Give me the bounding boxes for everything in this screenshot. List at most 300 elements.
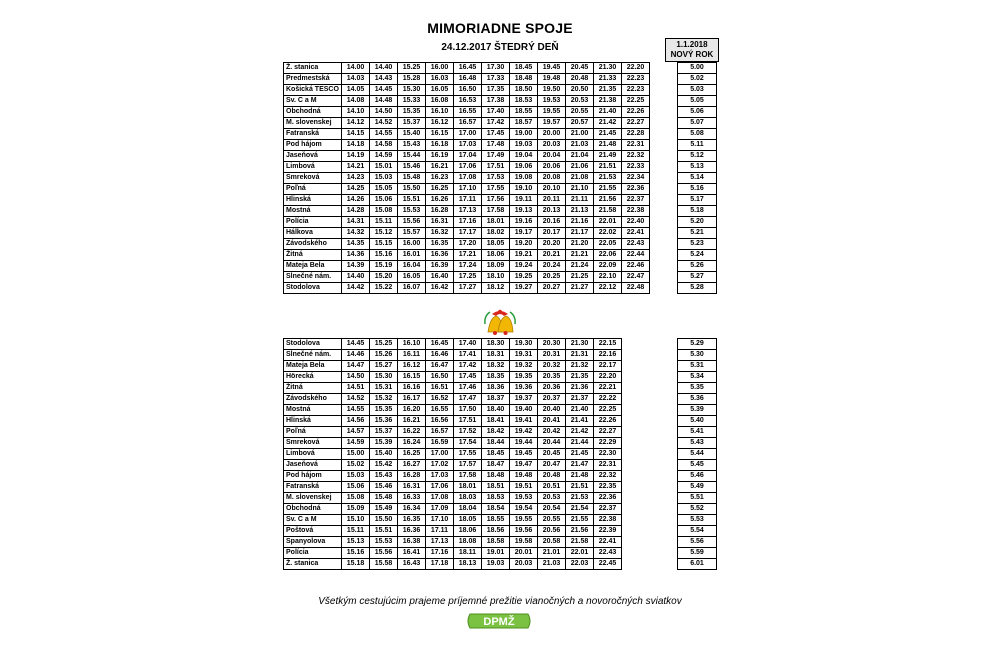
departure-time: 20.20 (538, 239, 566, 250)
departure-time: 18.36 (482, 383, 510, 394)
departure-time: 19.27 (510, 283, 538, 294)
table-row (678, 339, 717, 350)
stop-name: Pod hájom (284, 471, 342, 482)
departure-time: 15.53 (370, 537, 398, 548)
departure-time: 15.50 (398, 184, 426, 195)
departure-time: 18.08 (454, 537, 482, 548)
departure-time: 15.40 (370, 449, 398, 460)
departure-time: 20.53 (538, 493, 566, 504)
departure-time: 21.16 (566, 217, 594, 228)
departure-time: 19.06 (510, 162, 538, 173)
stop-name: Obchodná (284, 504, 342, 515)
new-year-column-2 (677, 338, 717, 570)
departure-time: 15.16 (370, 250, 398, 261)
stop-name: Limbová (284, 449, 342, 460)
departure-time: 16.39 (426, 261, 454, 272)
departure-time: 22.27 (622, 118, 650, 129)
departure-time: 21.55 (566, 515, 594, 526)
departure-time: 20.36 (538, 383, 566, 394)
departure-time: 22.32 (622, 151, 650, 162)
departure-time: 21.42 (594, 118, 622, 129)
table-row (678, 394, 717, 405)
departure-time: 19.48 (510, 471, 538, 482)
departure-time: 22.43 (594, 548, 622, 559)
departure-time: 21.51 (594, 162, 622, 173)
departure-time: 18.31 (482, 350, 510, 361)
table-row (284, 239, 650, 250)
table-row (678, 460, 717, 471)
departure-time: 16.10 (398, 339, 426, 350)
departure-time: 15.42 (370, 460, 398, 471)
departure-time: 15.25 (398, 63, 426, 74)
departure-time: 22.09 (594, 261, 622, 272)
departure-time: 20.04 (538, 151, 566, 162)
departure-time: 18.32 (482, 361, 510, 372)
departure-time: 18.41 (482, 416, 510, 427)
new-year-time: 5.27 (678, 272, 717, 283)
departure-time: 21.31 (566, 350, 594, 361)
table-row (678, 515, 717, 526)
new-year-time: 5.00 (678, 63, 717, 74)
departure-time: 20.32 (538, 361, 566, 372)
stop-name: Polícia (284, 548, 342, 559)
departure-time: 14.28 (342, 206, 370, 217)
departure-time: 16.36 (398, 526, 426, 537)
departure-time: 21.42 (566, 427, 594, 438)
departure-time: 17.48 (482, 140, 510, 151)
new-year-time: 5.51 (678, 493, 717, 504)
departure-time: 20.51 (538, 482, 566, 493)
departure-time: 19.16 (510, 217, 538, 228)
departure-time: 17.00 (426, 449, 454, 460)
departure-time: 22.26 (622, 107, 650, 118)
table-row (284, 372, 622, 383)
table-row (284, 195, 650, 206)
departure-time: 22.31 (622, 140, 650, 151)
departure-time: 14.57 (342, 427, 370, 438)
table-row (284, 118, 650, 129)
table-row (678, 63, 717, 74)
table-row (284, 460, 622, 471)
departure-time: 22.29 (594, 438, 622, 449)
table-row (678, 206, 717, 217)
departure-time: 19.51 (510, 482, 538, 493)
departure-time: 18.10 (482, 272, 510, 283)
departure-time: 22.34 (622, 173, 650, 184)
departure-time: 15.36 (370, 416, 398, 427)
departure-time: 22.39 (594, 526, 622, 537)
table-row (678, 482, 717, 493)
departure-time: 17.00 (454, 129, 482, 140)
departure-time: 16.07 (398, 283, 426, 294)
departure-time: 15.37 (370, 427, 398, 438)
departure-time: 21.40 (594, 107, 622, 118)
departure-time: 18.45 (482, 449, 510, 460)
table-row (284, 416, 622, 427)
departure-time: 18.13 (454, 559, 482, 570)
departure-time: 17.51 (454, 416, 482, 427)
departure-time: 18.05 (482, 239, 510, 250)
departure-time: 18.50 (510, 85, 538, 96)
departure-time: 16.12 (398, 361, 426, 372)
departure-time: 22.03 (566, 559, 594, 570)
table-row (678, 449, 717, 460)
stop-name: Hörecká (284, 372, 342, 383)
departure-time: 16.23 (426, 173, 454, 184)
stop-name: Mateja Bela (284, 361, 342, 372)
departure-time: 19.54 (510, 504, 538, 515)
departure-time: 15.03 (370, 173, 398, 184)
departure-time: 15.02 (342, 460, 370, 471)
departure-time: 19.42 (510, 427, 538, 438)
departure-time: 22.06 (594, 250, 622, 261)
departure-time: 15.26 (370, 350, 398, 361)
new-year-time: 5.39 (678, 405, 717, 416)
departure-time: 16.31 (426, 217, 454, 228)
departure-time: 14.43 (370, 74, 398, 85)
departure-time: 20.45 (566, 63, 594, 74)
departure-time: 16.35 (398, 515, 426, 526)
departure-time: 14.40 (342, 272, 370, 283)
stop-name: Sv. C a M (284, 96, 342, 107)
new-year-time: 5.54 (678, 526, 717, 537)
table-row (284, 339, 622, 350)
departure-time: 16.52 (426, 394, 454, 405)
departure-time: 15.33 (398, 96, 426, 107)
table-row (284, 515, 622, 526)
departure-time: 18.51 (482, 482, 510, 493)
table-row (678, 195, 717, 206)
departure-time: 15.11 (370, 217, 398, 228)
departure-time: 17.02 (426, 460, 454, 471)
departure-time: 16.00 (398, 239, 426, 250)
departure-time: 20.40 (538, 405, 566, 416)
departure-time: 17.27 (454, 283, 482, 294)
departure-time: 22.43 (622, 239, 650, 250)
departure-time: 14.32 (342, 228, 370, 239)
departure-time: 14.21 (342, 162, 370, 173)
departure-time: 21.49 (594, 151, 622, 162)
departure-time: 21.35 (566, 372, 594, 383)
departure-time: 16.51 (426, 383, 454, 394)
table-row (678, 107, 717, 118)
departure-time: 14.23 (342, 173, 370, 184)
departure-time: 16.11 (398, 350, 426, 361)
table-row (678, 118, 717, 129)
departure-time: 22.36 (622, 184, 650, 195)
departure-time: 16.08 (426, 96, 454, 107)
departure-time: 19.01 (482, 548, 510, 559)
departure-time: 15.43 (370, 471, 398, 482)
table-row (678, 559, 717, 570)
table-row (284, 129, 650, 140)
table-row (678, 372, 717, 383)
departure-time: 15.16 (342, 548, 370, 559)
new-year-time: 5.23 (678, 239, 717, 250)
table-row (678, 383, 717, 394)
new-year-time: 5.20 (678, 217, 717, 228)
departure-time: 14.10 (342, 107, 370, 118)
departure-time: 14.45 (342, 339, 370, 350)
new-year-time: 5.36 (678, 394, 717, 405)
departure-time: 22.28 (622, 129, 650, 140)
departure-time: 20.24 (538, 261, 566, 272)
departure-time: 22.10 (594, 272, 622, 283)
departure-time: 16.28 (426, 206, 454, 217)
departure-time: 21.21 (566, 250, 594, 261)
new-year-time: 5.56 (678, 537, 717, 548)
departure-time: 22.48 (622, 283, 650, 294)
departure-time: 20.35 (538, 372, 566, 383)
table-row (284, 537, 622, 548)
new-year-time: 5.43 (678, 438, 717, 449)
departure-time: 18.35 (482, 372, 510, 383)
departure-time: 14.35 (342, 239, 370, 250)
departure-time: 14.00 (342, 63, 370, 74)
departure-time: 19.58 (510, 537, 538, 548)
departure-time: 18.05 (454, 515, 482, 526)
departure-time: 16.31 (398, 482, 426, 493)
new-year-header (665, 38, 719, 62)
departure-time: 17.58 (482, 206, 510, 217)
departure-time: 16.33 (398, 493, 426, 504)
table-row (678, 239, 717, 250)
departure-time: 15.18 (342, 559, 370, 570)
departure-time: 14.51 (342, 383, 370, 394)
departure-time: 21.56 (566, 526, 594, 537)
departure-time: 21.40 (566, 405, 594, 416)
new-year-time: 5.44 (678, 449, 717, 460)
departure-time: 21.58 (566, 537, 594, 548)
stop-name: Žitná (284, 250, 342, 261)
new-year-time: 5.08 (678, 129, 717, 140)
new-year-time: 5.16 (678, 184, 717, 195)
departure-time: 15.56 (370, 548, 398, 559)
departure-time: 22.17 (594, 361, 622, 372)
departure-time: 19.24 (510, 261, 538, 272)
departure-time: 17.18 (426, 559, 454, 570)
departure-time: 22.05 (594, 239, 622, 250)
departure-time: 18.53 (482, 493, 510, 504)
departure-time: 18.54 (482, 504, 510, 515)
departure-time: 21.01 (538, 548, 566, 559)
table-row (284, 471, 622, 482)
departure-time: 17.45 (482, 129, 510, 140)
new-year-label: NOVÝ ROK (670, 50, 714, 59)
departure-time: 17.38 (482, 96, 510, 107)
departure-time: 16.32 (426, 228, 454, 239)
departure-time: 16.38 (398, 537, 426, 548)
stop-name: Spanyolova (284, 537, 342, 548)
new-year-time: 5.13 (678, 162, 717, 173)
departure-time: 21.20 (566, 239, 594, 250)
table-row (678, 140, 717, 151)
new-year-time: 5.11 (678, 140, 717, 151)
departure-time: 19.04 (510, 151, 538, 162)
departure-time: 17.03 (426, 471, 454, 482)
page-subtitle: 24.12.2017 ŠTEDRÝ DEŇ (441, 42, 559, 53)
departure-time: 17.46 (454, 383, 482, 394)
stop-name: Stodolova (284, 283, 342, 294)
new-year-time: 5.53 (678, 515, 717, 526)
departure-time: 20.08 (538, 173, 566, 184)
new-year-time: 6.01 (678, 559, 717, 570)
departure-time: 16.21 (398, 416, 426, 427)
table-row (284, 250, 650, 261)
departure-time: 16.43 (398, 559, 426, 570)
departure-time: 18.01 (482, 217, 510, 228)
departure-time: 16.15 (426, 129, 454, 140)
departure-time: 22.30 (594, 449, 622, 460)
table-row (284, 283, 650, 294)
table-row (284, 272, 650, 283)
departure-time: 17.42 (482, 118, 510, 129)
departure-time: 21.55 (594, 184, 622, 195)
departure-time: 16.10 (426, 107, 454, 118)
stop-name: M. slovenskej (284, 493, 342, 504)
departure-time: 19.45 (538, 63, 566, 74)
departure-time: 21.51 (566, 482, 594, 493)
departure-time: 18.53 (510, 96, 538, 107)
departure-time: 16.24 (398, 438, 426, 449)
departure-time: 22.20 (622, 63, 650, 74)
departure-time: 17.20 (454, 239, 482, 250)
departure-time: 20.31 (538, 350, 566, 361)
departure-time: 15.48 (398, 173, 426, 184)
departure-time: 15.20 (370, 272, 398, 283)
new-year-time: 5.34 (678, 372, 717, 383)
departure-time: 20.41 (538, 416, 566, 427)
departure-time: 21.41 (566, 416, 594, 427)
departure-time: 21.48 (566, 471, 594, 482)
table-row (678, 261, 717, 272)
departure-time: 22.46 (622, 261, 650, 272)
departure-time: 21.36 (566, 383, 594, 394)
departure-time: 20.45 (538, 449, 566, 460)
departure-time: 18.40 (482, 405, 510, 416)
table-row (678, 85, 717, 96)
departure-time: 16.55 (454, 107, 482, 118)
stop-name: Závodského (284, 394, 342, 405)
departure-time: 18.01 (454, 482, 482, 493)
departure-time: 21.47 (566, 460, 594, 471)
departure-time: 16.45 (454, 63, 482, 74)
departure-time: 19.03 (510, 140, 538, 151)
departure-time: 22.35 (594, 482, 622, 493)
departure-time: 16.26 (426, 195, 454, 206)
departure-time: 22.27 (594, 427, 622, 438)
departure-time: 14.56 (342, 416, 370, 427)
departure-time: 16.12 (426, 118, 454, 129)
new-year-time: 5.45 (678, 460, 717, 471)
page-title: MIMORIADNE SPOJE (427, 20, 573, 36)
departure-time: 21.38 (594, 96, 622, 107)
departure-time: 17.04 (454, 151, 482, 162)
departure-time: 22.33 (622, 162, 650, 173)
new-year-time: 5.06 (678, 107, 717, 118)
departure-time: 22.15 (594, 339, 622, 350)
departure-time: 20.27 (538, 283, 566, 294)
departure-time: 20.55 (566, 107, 594, 118)
departure-time: 17.50 (454, 405, 482, 416)
table-row (678, 361, 717, 372)
departure-time: 16.48 (454, 74, 482, 85)
table-row (284, 383, 622, 394)
departure-time: 18.55 (482, 515, 510, 526)
table-row (284, 96, 650, 107)
departure-time: 16.47 (426, 361, 454, 372)
departure-time: 20.48 (566, 74, 594, 85)
stop-name: Košická TESCO (284, 85, 342, 96)
departure-time: 15.05 (370, 184, 398, 195)
departure-time: 15.00 (342, 449, 370, 460)
departure-time: 21.30 (594, 63, 622, 74)
table-row (284, 449, 622, 460)
departure-time: 15.49 (370, 504, 398, 515)
table-row (678, 416, 717, 427)
departure-time: 15.08 (342, 493, 370, 504)
new-year-time: 5.03 (678, 85, 717, 96)
table-row (284, 559, 622, 570)
departure-time: 22.21 (594, 383, 622, 394)
departure-time: 15.40 (398, 129, 426, 140)
departure-time: 14.25 (342, 184, 370, 195)
new-year-date: 1.1.2018 (676, 40, 708, 49)
departure-time: 20.11 (538, 195, 566, 206)
departure-time: 16.46 (426, 350, 454, 361)
departure-time: 17.51 (482, 162, 510, 173)
departure-time: 19.56 (510, 526, 538, 537)
stop-name: Jaseňová (284, 460, 342, 471)
departure-time: 21.33 (594, 74, 622, 85)
departure-time: 17.09 (426, 504, 454, 515)
departure-time: 16.57 (454, 118, 482, 129)
new-year-time: 5.07 (678, 118, 717, 129)
departure-time: 20.13 (538, 206, 566, 217)
departure-time: 22.41 (594, 537, 622, 548)
departure-time: 17.52 (454, 427, 482, 438)
new-year-time: 5.31 (678, 361, 717, 372)
stop-name: Stodolova (284, 339, 342, 350)
departure-time: 14.50 (342, 372, 370, 383)
departure-time: 17.40 (454, 339, 482, 350)
departure-time: 17.55 (482, 184, 510, 195)
new-year-time: 5.41 (678, 427, 717, 438)
departure-time: 17.17 (454, 228, 482, 239)
departure-time: 20.16 (538, 217, 566, 228)
departure-time: 17.11 (454, 195, 482, 206)
stop-name: Sv. C a M (284, 515, 342, 526)
departure-time: 16.34 (398, 504, 426, 515)
departure-time: 21.17 (566, 228, 594, 239)
departure-time: 17.55 (454, 449, 482, 460)
departure-time: 15.53 (398, 206, 426, 217)
departure-time: 19.10 (510, 184, 538, 195)
new-year-time: 5.18 (678, 206, 717, 217)
departure-time: 14.15 (342, 129, 370, 140)
table-row (284, 107, 650, 118)
table-row (284, 394, 622, 405)
departure-time: 19.37 (510, 394, 538, 405)
departure-time: 15.51 (398, 195, 426, 206)
departure-time: 16.50 (454, 85, 482, 96)
table-row (284, 85, 650, 96)
new-year-time: 5.35 (678, 383, 717, 394)
departure-time: 15.58 (370, 559, 398, 570)
departure-time: 17.11 (426, 526, 454, 537)
table-row (284, 173, 650, 184)
departure-time: 16.04 (398, 261, 426, 272)
